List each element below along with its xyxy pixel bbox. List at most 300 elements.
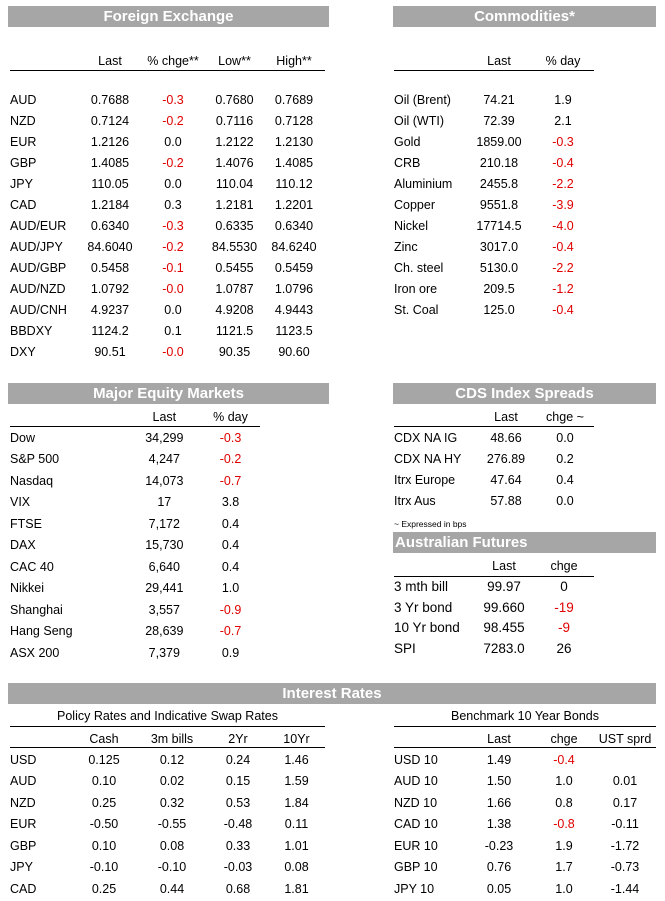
futures-table xyxy=(394,556,594,659)
commodities-col-chg: % day xyxy=(545,53,581,68)
fx-cell-last: 1.2126 xyxy=(90,134,130,149)
fx-cell-last: 0.7124 xyxy=(90,113,130,128)
bonds-row xyxy=(394,771,656,793)
policy-cell-b: 0.08 xyxy=(159,838,185,853)
equity-cell-chg: 3.8 xyxy=(221,495,240,510)
equity-cell-chg: 0.4 xyxy=(221,516,240,531)
bonds-cell-chg: 1.0 xyxy=(555,774,573,789)
cds-note: ~ Expressed in bps xyxy=(394,519,467,529)
fx-row xyxy=(10,152,325,173)
equity-row xyxy=(10,642,260,664)
equity-cell-chg: -0.3 xyxy=(219,430,242,445)
commodities-row xyxy=(394,152,594,173)
futures-header-rule xyxy=(394,576,594,577)
equity-col-last: Last xyxy=(152,409,177,424)
policy-row xyxy=(10,835,325,857)
commodities-row xyxy=(394,257,594,278)
commodities-cell-name: Nickel xyxy=(394,218,429,233)
fx-cell-name: AUD/CNH xyxy=(10,302,67,317)
policy-cell-b: 0.12 xyxy=(159,752,185,767)
futures-row xyxy=(394,576,594,597)
fx-cell-last: 110.05 xyxy=(91,176,129,191)
equity-cell-chg: -0.2 xyxy=(219,452,242,467)
equity-row xyxy=(10,513,260,535)
policy-row xyxy=(10,771,325,793)
fx-row xyxy=(10,215,325,236)
bonds-col-chg: chge xyxy=(550,732,578,746)
fx-cell-low: 110.04 xyxy=(215,176,254,191)
fx-cell-high: 0.7128 xyxy=(274,113,314,128)
fx-cell-low: 90.35 xyxy=(218,344,251,359)
policy-title-rule xyxy=(10,726,325,727)
policy-col-cash: Cash xyxy=(89,732,119,746)
fx-cell-high: 84.6240 xyxy=(271,239,317,254)
fx-row xyxy=(10,89,325,110)
fx-row xyxy=(10,257,325,278)
bonds-col-sprd: UST sprd xyxy=(598,732,652,746)
commodities-row xyxy=(394,131,594,152)
equity-header-rule xyxy=(10,426,260,427)
commodities-cell-name: Zinc xyxy=(394,239,418,254)
policy-col-3m: 3m bills xyxy=(150,732,194,746)
fx-row xyxy=(10,320,325,341)
fx-row xyxy=(10,278,325,299)
fx-cell-name: AUD xyxy=(10,92,37,107)
futures-cell-chg: -19 xyxy=(554,599,574,615)
commodities-cell-chg: -2.2 xyxy=(552,176,574,191)
fx-cell-high: 0.7689 xyxy=(274,92,314,107)
equity-cell-name: Shanghai xyxy=(10,602,63,617)
fx-cell-high: 110.12 xyxy=(275,176,313,191)
bonds-cell-name: GBP 10 xyxy=(394,860,438,875)
policy-cell-name: CAD xyxy=(10,881,37,896)
commodities-cell-last: 209.5 xyxy=(483,281,515,296)
policy-cell-c: 0.33 xyxy=(225,838,251,853)
fx-header-rule xyxy=(10,70,325,71)
policy-cell-d: 1.46 xyxy=(284,752,309,767)
bonds-cell-sprd xyxy=(594,749,656,771)
fx-cell-last: 90.51 xyxy=(94,344,126,359)
bonds-cell-chg: -0.4 xyxy=(553,752,575,767)
fx-row xyxy=(10,173,325,194)
bonds-cell-chg: 1.0 xyxy=(555,881,573,896)
commodities-cell-last: 74.21 xyxy=(483,92,515,107)
fx-cell-last: 1.0792 xyxy=(90,281,130,296)
policy-cell-c: 0.24 xyxy=(225,752,251,767)
cds-cell-chg: 0.0 xyxy=(556,430,574,445)
fx-cell-high: 1.0796 xyxy=(274,281,314,296)
equity-cell-chg: 0.4 xyxy=(221,538,240,553)
cds-table xyxy=(394,406,594,511)
bonds-cell-last: 1.66 xyxy=(486,795,512,810)
equity-cell-name: Hang Seng xyxy=(10,624,73,639)
policy-cell-d: 0.11 xyxy=(284,817,309,832)
cds-cell-chg: 0.2 xyxy=(556,451,574,466)
fx-header: Foreign Exchange xyxy=(8,6,329,27)
bonds-cell-name: JPY 10 xyxy=(394,881,435,896)
fx-row xyxy=(10,110,325,131)
cds-cell-chg: 0.0 xyxy=(556,493,574,508)
equity-cell-last: 7,379 xyxy=(148,645,180,660)
policy-cell-name: AUD xyxy=(10,774,37,789)
bonds-cell-chg: 0.8 xyxy=(555,795,573,810)
fx-cell-high: 1.4085 xyxy=(274,155,314,170)
commodities-row xyxy=(394,110,594,131)
fx-cell-chg: -0.2 xyxy=(162,113,184,128)
policy-row xyxy=(10,878,325,900)
futures-cell-last: 99.97 xyxy=(487,578,521,594)
commodities-cell-name: Oil (WTI) xyxy=(394,113,444,128)
fx-cell-name: DXY xyxy=(10,344,36,359)
equity-cell-name: DAX xyxy=(10,538,36,553)
policy-cell-c: 0.68 xyxy=(225,881,251,896)
cds-cell-name: Itrx Europe xyxy=(394,472,456,487)
fx-cell-chg: -0.2 xyxy=(162,155,184,170)
futures-header: Australian Futures xyxy=(393,532,656,553)
fx-cell-chg: -0.3 xyxy=(162,218,184,233)
commodities-cell-name: Gold xyxy=(394,134,421,149)
equity-cell-chg: -0.7 xyxy=(219,624,242,639)
futures-col-chg: chge xyxy=(550,559,578,573)
commodities-row xyxy=(394,173,594,194)
fx-cell-high: 0.6340 xyxy=(274,218,314,233)
equity-cell-last: 6,640 xyxy=(148,559,180,574)
cds-cell-last: 57.88 xyxy=(490,493,522,508)
bonds-cell-sprd: -1.44 xyxy=(610,881,640,896)
fx-cell-low: 1121.5 xyxy=(215,323,254,338)
fx-cell-chg: 0.0 xyxy=(164,176,182,191)
policy-cell-b: 0.44 xyxy=(159,881,185,896)
futures-cell-last: 99.660 xyxy=(483,599,525,615)
fx-col-low: Low** xyxy=(218,53,251,68)
fx-cell-last: 1.2184 xyxy=(90,197,130,212)
fx-cell-last: 0.7688 xyxy=(90,92,130,107)
policy-cell-name: GBP xyxy=(10,838,37,853)
commodities-cell-chg: -0.3 xyxy=(552,134,574,149)
bonds-row xyxy=(394,749,656,771)
fx-cell-last: 0.5458 xyxy=(90,260,130,275)
fx-cell-chg: 0.0 xyxy=(164,302,182,317)
policy-cell-a: -0.10 xyxy=(89,860,119,875)
equity-cell-name: VIX xyxy=(10,495,31,510)
futures-cell-name: SPI xyxy=(394,641,416,657)
fx-cell-name: GBP xyxy=(10,155,37,170)
fx-cell-chg: 0.0 xyxy=(164,134,182,149)
cds-row xyxy=(394,427,594,448)
equity-cell-name: Dow xyxy=(10,430,36,445)
fx-cell-chg: 0.3 xyxy=(164,197,182,212)
policy-cell-a: 0.10 xyxy=(91,838,117,853)
fx-cell-name: AUD/EUR xyxy=(10,218,67,233)
fx-cell-name: AUD/JPY xyxy=(10,239,63,254)
fx-row xyxy=(10,194,325,215)
bonds-cell-sprd: -1.72 xyxy=(610,838,640,853)
policy-col-10yr: 10Yr xyxy=(283,732,310,746)
policy-cell-d: 1.84 xyxy=(284,795,309,810)
policy-cell-b: 0.02 xyxy=(159,774,185,789)
equity-cell-last: 28,639 xyxy=(145,624,184,639)
cds-col-chg: chge ~ xyxy=(546,409,584,424)
commodities-header-rule xyxy=(394,70,594,71)
commodities-cell-name: Oil (Brent) xyxy=(394,92,451,107)
cds-cell-name: CDX NA IG xyxy=(394,430,458,445)
fx-cell-name: AUD/NZD xyxy=(10,281,66,296)
bonds-row xyxy=(394,835,656,857)
commodities-cell-name: Aluminium xyxy=(394,176,453,191)
bonds-cell-sprd: 0.17 xyxy=(612,795,638,810)
equity-cell-name: Nasdaq xyxy=(10,473,54,488)
futures-cell-last: 7283.0 xyxy=(483,641,525,657)
commodities-header: Commodities* xyxy=(393,6,656,27)
bonds-cell-chg: 1.7 xyxy=(555,860,573,875)
bonds-cell-name: NZD 10 xyxy=(394,795,438,810)
commodities-cell-chg: 2.1 xyxy=(554,113,572,128)
fx-row xyxy=(10,299,325,320)
fx-cell-name: AUD/GBP xyxy=(10,260,67,275)
equity-cell-chg: -0.9 xyxy=(219,602,242,617)
commodities-cell-chg: -4.0 xyxy=(552,218,574,233)
equity-col-chg: % day xyxy=(213,409,248,424)
bonds-cell-chg: 1.9 xyxy=(555,838,573,853)
bonds-cell-last: -0.23 xyxy=(484,838,514,853)
fx-row xyxy=(10,236,325,257)
bonds-table xyxy=(394,729,656,900)
commodities-row xyxy=(394,299,594,320)
policy-cell-name: EUR xyxy=(10,817,37,832)
commodities-cell-chg: -0.4 xyxy=(552,302,574,317)
cds-row xyxy=(394,490,594,511)
fx-cell-high: 0.5459 xyxy=(274,260,314,275)
equity-cell-last: 34,299 xyxy=(145,430,184,445)
fx-cell-low: 84.5530 xyxy=(211,239,258,254)
fx-col-last: Last xyxy=(98,53,122,68)
cds-col-last: Last xyxy=(494,409,518,424)
policy-cell-d: 0.08 xyxy=(284,860,309,875)
commodities-cell-name: St. Coal xyxy=(394,302,439,317)
commodities-cell-last: 2455.8 xyxy=(479,176,519,191)
commodities-cell-last: 72.39 xyxy=(483,113,515,128)
bonds-row xyxy=(394,792,656,814)
commodities-table xyxy=(394,50,594,320)
commodities-row xyxy=(394,236,594,257)
fx-cell-chg: -0.1 xyxy=(162,260,184,275)
fx-cell-last: 4.9237 xyxy=(90,302,130,317)
fx-cell-low: 0.5455 xyxy=(215,260,254,275)
cds-row xyxy=(394,469,594,490)
bonds-cell-name: EUR 10 xyxy=(394,838,438,853)
bonds-cell-chg: -0.8 xyxy=(553,817,575,832)
bonds-cell-sprd: -0.11 xyxy=(611,817,639,832)
commodities-row xyxy=(394,215,594,236)
equity-cell-chg: 0.4 xyxy=(221,559,240,574)
fx-cell-low: 1.2122 xyxy=(215,134,254,149)
equity-row xyxy=(10,599,260,621)
policy-cell-c: -0.03 xyxy=(223,860,253,875)
equity-row xyxy=(10,556,260,578)
bonds-cell-last: 0.05 xyxy=(486,881,512,896)
fx-cell-name: EUR xyxy=(10,134,37,149)
equity-cell-last: 17 xyxy=(157,495,172,510)
fx-cell-name: JPY xyxy=(10,176,33,191)
fx-cell-chg: -0.3 xyxy=(162,92,184,107)
commodities-cell-chg: -0.4 xyxy=(552,239,574,254)
cds-cell-name: Itrx Aus xyxy=(394,493,436,508)
futures-row xyxy=(394,618,594,639)
commodities-row xyxy=(394,89,594,110)
policy-cell-c: 0.15 xyxy=(225,774,251,789)
futures-cell-chg: 26 xyxy=(556,641,572,657)
bonds-cell-name: AUD 10 xyxy=(394,774,438,789)
fx-cell-high: 1.2201 xyxy=(274,197,314,212)
commodities-cell-last: 210.18 xyxy=(479,155,519,170)
fx-cell-name: NZD xyxy=(10,113,36,128)
bonds-cell-last: 1.49 xyxy=(486,752,512,767)
fx-cell-last: 1.4085 xyxy=(90,155,130,170)
equity-cell-last: 4,247 xyxy=(148,452,180,467)
cds-cell-last: 48.66 xyxy=(490,430,522,445)
fx-cell-high: 1123.5 xyxy=(275,323,313,338)
policy-cell-name: JPY xyxy=(10,860,33,875)
policy-row xyxy=(10,814,325,836)
commodities-cell-chg: -0.4 xyxy=(552,155,574,170)
equity-cell-last: 14,073 xyxy=(145,473,184,488)
fx-cell-low: 1.0787 xyxy=(215,281,254,296)
futures-row xyxy=(394,638,594,659)
fx-cell-high: 4.9443 xyxy=(274,302,314,317)
commodities-cell-chg: 1.9 xyxy=(554,92,572,107)
policy-cell-d: 1.81 xyxy=(284,881,309,896)
policy-cell-b: 0.32 xyxy=(159,795,185,810)
futures-cell-last: 98.455 xyxy=(483,620,525,636)
fx-cell-low: 1.4076 xyxy=(215,155,254,170)
bonds-title: Benchmark 10 Year Bonds xyxy=(450,709,600,723)
fx-cell-low: 0.7680 xyxy=(215,92,254,107)
fx-cell-last: 1124.2 xyxy=(91,323,129,338)
bonds-cell-last: 1.50 xyxy=(486,774,512,789)
equity-row xyxy=(10,449,260,471)
equity-row xyxy=(10,470,260,492)
fx-col-chg: % chge** xyxy=(147,53,199,68)
bonds-cell-sprd: 0.01 xyxy=(612,774,638,789)
commodities-cell-name: Iron ore xyxy=(394,281,438,296)
equity-cell-chg: 1.0 xyxy=(221,581,240,596)
bonds-cell-last: 0.76 xyxy=(486,860,512,875)
commodities-cell-name: CRB xyxy=(394,155,421,170)
fx-cell-last: 84.6040 xyxy=(87,239,133,254)
bonds-col-last: Last xyxy=(487,732,511,746)
policy-cell-d: 1.01 xyxy=(284,838,309,853)
policy-cell-b: -0.55 xyxy=(157,817,187,832)
equity-cell-name: ASX 200 xyxy=(10,645,60,660)
commodities-cell-last: 1859.00 xyxy=(476,134,522,149)
policy-title: Policy Rates and Indicative Swap Rates xyxy=(57,709,278,723)
commodities-row xyxy=(394,278,594,299)
bonds-title-rule xyxy=(394,726,656,727)
futures-cell-name: 3 mth bill xyxy=(394,578,449,594)
commodities-cell-name: Copper xyxy=(394,197,435,212)
commodities-cell-chg: -3.9 xyxy=(552,197,574,212)
policy-row xyxy=(10,749,325,771)
equity-cell-chg: -0.7 xyxy=(219,473,242,488)
bonds-cell-last: 1.38 xyxy=(486,817,512,832)
cds-cell-last: 47.64 xyxy=(490,472,522,487)
fx-cell-high: 1.2130 xyxy=(274,134,314,149)
policy-row xyxy=(10,792,325,814)
policy-row xyxy=(10,857,325,879)
fx-cell-low: 4.9208 xyxy=(215,302,254,317)
equity-cell-last: 7,172 xyxy=(148,516,180,531)
equity-cell-name: FTSE xyxy=(10,516,42,531)
equity-row xyxy=(10,621,260,643)
futures-cell-name: 10 Yr bond xyxy=(394,620,460,636)
bonds-header-rule xyxy=(394,747,656,748)
futures-col-last: Last xyxy=(492,559,516,573)
policy-cell-a: 0.125 xyxy=(88,752,120,767)
futures-row xyxy=(394,597,594,618)
cds-header-rule xyxy=(394,426,594,427)
equity-row xyxy=(10,427,260,449)
policy-col-2yr: 2Yr xyxy=(228,732,248,746)
equity-cell-last: 15,730 xyxy=(145,538,184,553)
fx-row xyxy=(10,131,325,152)
cds-row xyxy=(394,448,594,469)
equity-table xyxy=(10,406,260,664)
fx-col-high: High** xyxy=(276,53,312,68)
commodities-cell-chg: -2.2 xyxy=(552,260,574,275)
commodities-cell-last: 9551.8 xyxy=(479,197,519,212)
equity-cell-chg: 0.9 xyxy=(221,645,240,660)
fx-cell-low: 1.2181 xyxy=(215,197,254,212)
bonds-row xyxy=(394,857,656,879)
commodities-cell-last: 125.0 xyxy=(483,302,515,317)
fx-cell-high: 90.60 xyxy=(278,344,310,359)
policy-cell-name: NZD xyxy=(10,795,36,810)
rates-header: Interest Rates xyxy=(8,683,656,704)
bonds-cell-name: USD 10 xyxy=(394,752,438,767)
fx-cell-chg: -0.0 xyxy=(162,281,184,296)
policy-cell-a: 0.10 xyxy=(91,774,117,789)
bonds-cell-name: CAD 10 xyxy=(394,817,438,832)
policy-header-rule xyxy=(10,747,325,748)
equity-row xyxy=(10,578,260,600)
fx-cell-last: 0.6340 xyxy=(90,218,130,233)
policy-cell-a: 0.25 xyxy=(91,881,117,896)
equity-row xyxy=(10,535,260,557)
fx-cell-chg: -0.2 xyxy=(162,239,184,254)
fx-cell-chg: 0.1 xyxy=(164,323,182,338)
cds-header: CDS Index Spreads xyxy=(393,383,656,404)
cds-cell-last: 276.89 xyxy=(486,451,526,466)
policy-cell-a: 0.25 xyxy=(91,795,117,810)
equity-cell-name: Nikkei xyxy=(10,581,45,596)
policy-cell-b: -0.10 xyxy=(157,860,187,875)
equity-cell-last: 29,441 xyxy=(145,581,184,596)
policy-cell-name: USD xyxy=(10,752,37,767)
fx-table xyxy=(10,50,325,362)
fx-row xyxy=(10,341,325,362)
equity-cell-name: S&P 500 xyxy=(10,452,60,467)
policy-table xyxy=(10,729,325,900)
commodities-cell-last: 5130.0 xyxy=(479,260,519,275)
policy-cell-c: 0.53 xyxy=(225,795,251,810)
fx-cell-chg: -0.0 xyxy=(162,344,184,359)
cds-cell-name: CDX NA HY xyxy=(394,451,462,466)
fx-cell-low: 0.7116 xyxy=(215,113,254,128)
equity-cell-last: 3,557 xyxy=(148,602,180,617)
futures-cell-chg: -9 xyxy=(557,620,570,636)
policy-cell-d: 1.59 xyxy=(284,774,309,789)
commodities-col-last: Last xyxy=(487,53,511,68)
